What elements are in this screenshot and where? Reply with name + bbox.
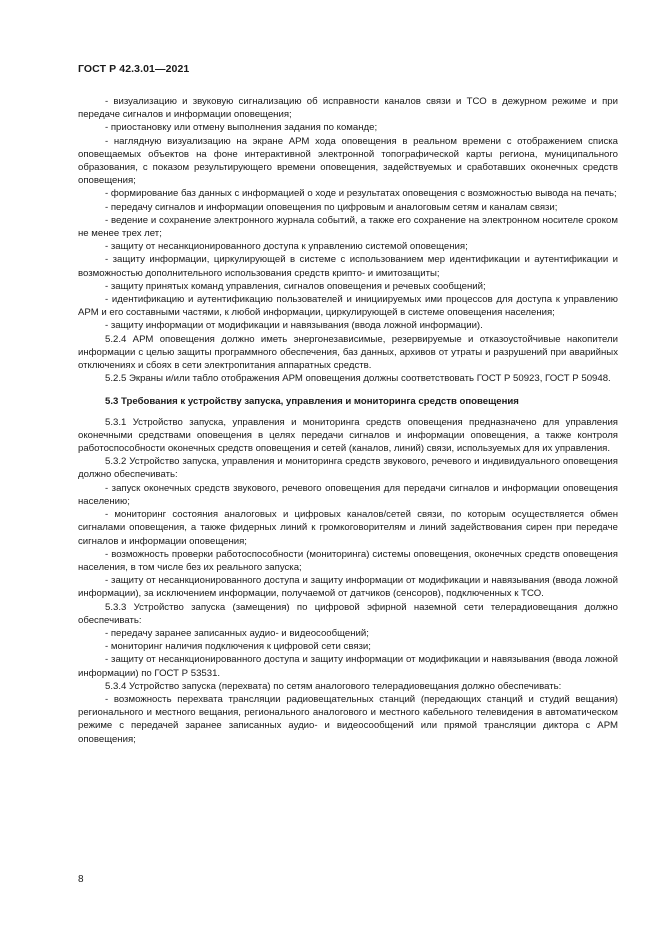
list-item: - возможность проверки работоспособности (мониторинга) системы оповещения, оконечных средств оповещения населения, в том числе без их реального запуска; — [78, 548, 618, 573]
list-item: - передачу заранее записанных аудио- и видеосообщений; — [105, 627, 369, 639]
document-header: ГОСТ Р 42.3.01—2021 — [78, 63, 190, 75]
list-item: - передачу сигналов и информации оповещения по цифровым и аналоговым сетям и каналам связи; — [105, 201, 558, 213]
list-item: - наглядную визуализацию на экране АРМ хода оповещения в реальном времени с отображением списка оповещаемых объектов на фоне интерактивной электронной топографической карты региона, муниципального образования, с показом результирующего времени оповещения, задействуемых и сработавших оконечных средств оповещения; — [78, 135, 618, 187]
section-heading: 5.3 Требования к устройству запуска, управления и мониторинга средств оповещения — [105, 396, 519, 408]
list-item: - запуск оконечных средств звукового, речевого оповещения для передачи сигналов и информации оповещения населению; — [78, 482, 618, 507]
clause-paragraph: 5.3.1 Устройство запуска, управления и мониторинга средств оповещения предназначено для управления оконечными средствами оповещения в целях передачи сигналов и информации оповещения, а также контроля работоспособности оконечных средств оповещения и сетей (каналов, линий) связи, используемых для их управления. — [78, 416, 618, 455]
list-item: - приостановку или отмену выполнения задания по команде; — [105, 122, 378, 134]
clause-paragraph: 5.3.3 Устройство запуска (замещения) по цифровой эфирной наземной сети телерадиовещания должно обеспечивать: — [78, 601, 618, 626]
list-item: - защиту от несанкционированного доступа и защиту информации от модификации и навязывания (ввода ложной информации), за исключением информации, получаемой от датчиков (сенсоров), подключенных к ТСО. — [78, 575, 618, 600]
list-item: - мониторинг состояния аналоговых и цифровых каналов/сетей связи, по которым осуществляется обмен сигналами оповещения, а также фидерных линий к громкоговорителям и линий задействования сирен при передаче сигналов и информации оповещения; — [78, 509, 618, 547]
list-item: - ведение и сохранение электронного журнала событий, а также его сохранение на электронном носителе сроком не менее трех лет; — [78, 214, 618, 240]
list-item: - формирование баз данных с информацией о ходе и результатах оповещения с возможностью вывода на печать; — [105, 188, 617, 200]
clause-paragraph: 5.2.5 Экраны и/или табло отображения АРМ оповещения должны соответствовать ГОСТ Р 50923, ГОСТ Р 50948. — [105, 373, 611, 385]
list-item: - защиту информации от модификации и навязывания (ввода ложной информации). — [105, 320, 483, 332]
page-number: 8 — [78, 874, 84, 885]
clause-paragraph: 5.3.4 Устройство запуска (перехвата) по сетям аналогового телерадиовещания должно обеспечивать: — [105, 680, 562, 692]
list-item: - защиту от несанкционированного доступа к управлению системой оповещения; — [105, 241, 468, 253]
list-item: - защиту принятых команд управления, сигналов оповещения и речевых сообщений; — [105, 280, 486, 292]
list-item: - защиту информации, циркулирующей в системе с использованием мер идентификации и аутентификации и возможностью дополнительного использования средств крипто- и имитозащиты; — [78, 254, 618, 279]
list-item: - идентификацию и аутентификацию пользователей и инициируемых ими процессов для доступа к управлению АРМ и его составными частями, к любой информации, циркулирующей в системе оповещения населения; — [78, 294, 618, 319]
clause-paragraph: 5.2.4 АРМ оповещения должно иметь энергонезависимые, резервируемые и отказоустойчивые накопители информации с целью защиты программного обеспечения, баз данных, архивов от утраты и разрушений при аварийных отключениях и сбоях в сети электропитания аппаратных средств. — [78, 333, 618, 372]
clause-paragraph: 5.3.2 Устройство запуска, управления и мониторинга средств звукового, речевого и индивидуального оповещения должно обеспечивать: — [78, 456, 618, 481]
list-item: - возможность перехвата трансляции радиовещательных станций (передающих станций и студий вещания) регионального и местного вещания, регионального аналогового и местного кабельного телевидения в автоматическом режиме с передачей заранее записанных аудио- и видеосообщений или прямой трансляции диктора с АРМ оповещения; — [78, 693, 618, 745]
list-item: - визуализацию и звуковую сигнализацию об исправности каналов связи и ТСО в дежурном режиме и при передаче сигналов и информации оповещения; — [78, 96, 618, 121]
list-item: - защиту от несанкционированного доступа и защиту информации от модификации и навязывания (ввода ложной информации) по ГОСТ Р 53531. — [78, 654, 618, 679]
document-body — [78, 95, 618, 746]
list-item: - мониторинг наличия подключения к цифровой сети связи; — [105, 641, 371, 653]
